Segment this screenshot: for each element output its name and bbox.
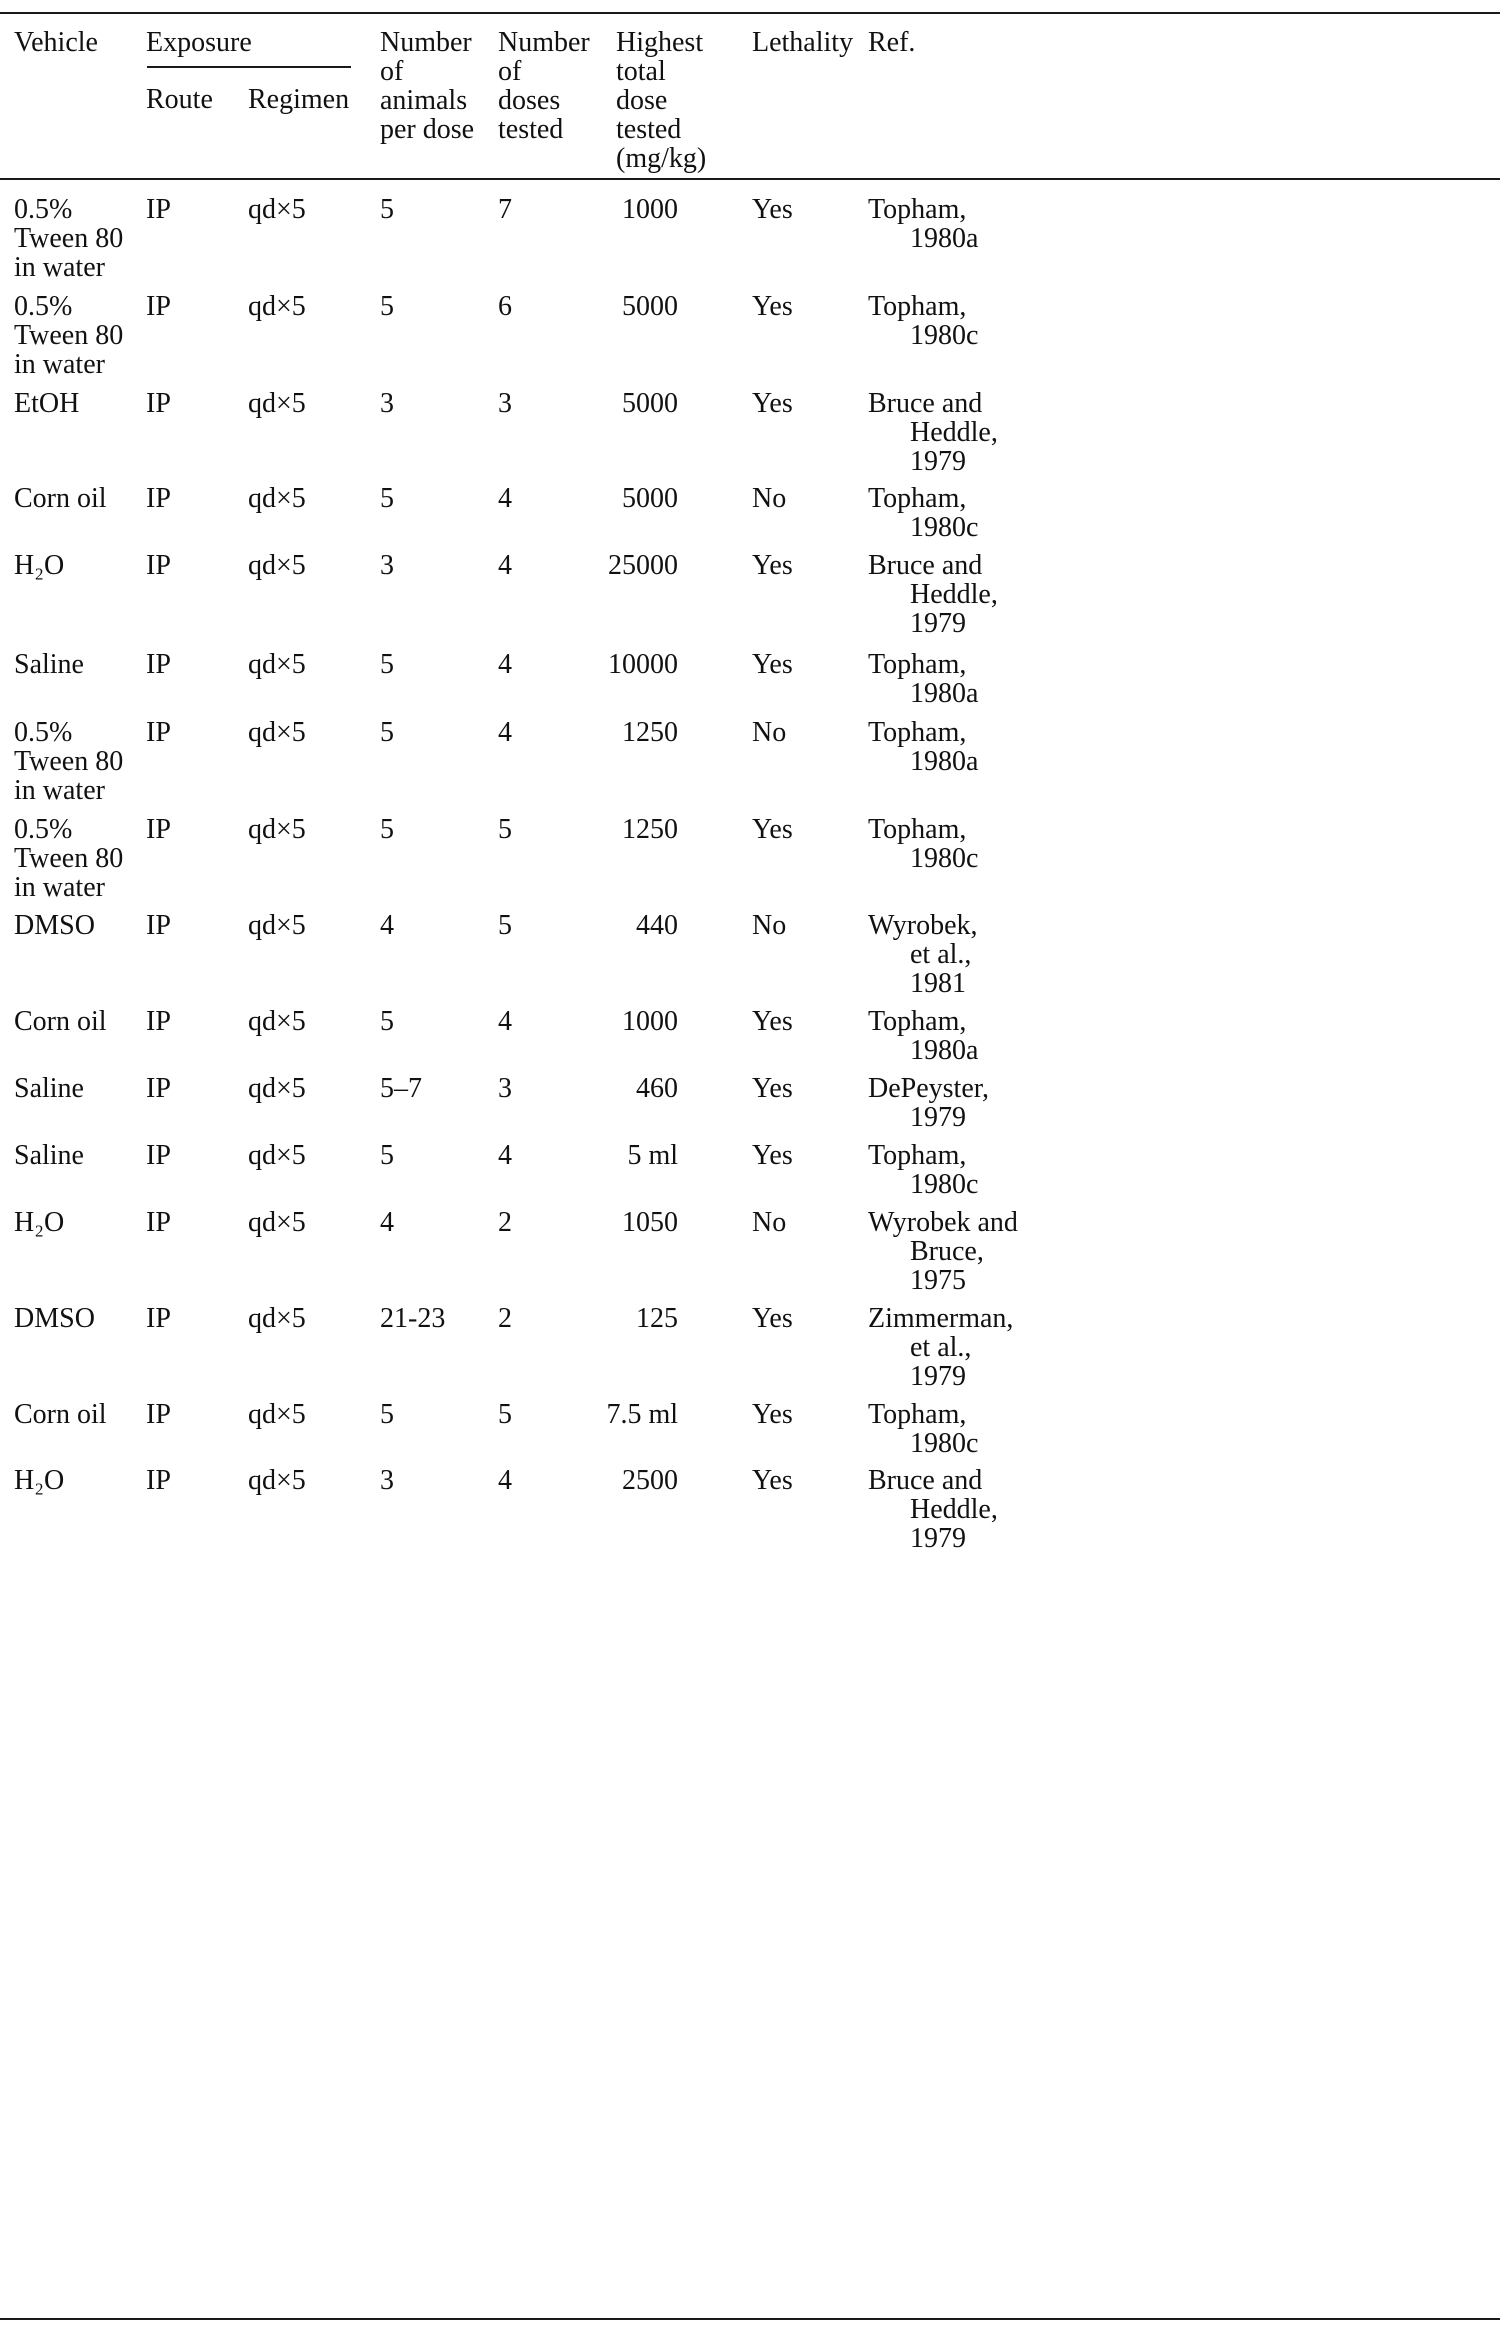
cell-ref: Bruce and Heddle, 1979 <box>868 1465 998 1554</box>
cell-regimen: qd×5 <box>248 717 306 748</box>
cell-regimen: qd×5 <box>248 550 306 581</box>
cell-regimen: qd×5 <box>248 194 306 225</box>
cell-doses: 5 <box>498 814 512 845</box>
cell-regimen: qd×5 <box>248 1006 306 1037</box>
cell-animals: 3 <box>380 550 394 581</box>
cell-lethality: Yes <box>752 1140 793 1171</box>
cell-highest-dose: 7.5 ml <box>606 1399 678 1430</box>
cell-ref: Topham, 1980a <box>868 717 979 777</box>
cell-vehicle: 0.5% Tween 80 in water <box>14 717 124 806</box>
cell-regimen: qd×5 <box>248 1399 306 1430</box>
header-route: Route <box>146 84 213 115</box>
cell-animals: 4 <box>380 1207 394 1238</box>
cell-ref: Topham, 1980c <box>868 483 979 543</box>
cell-doses: 4 <box>498 483 512 514</box>
cell-vehicle: 0.5% Tween 80 in water <box>14 814 124 903</box>
cell-route: IP <box>146 550 171 581</box>
cell-animals: 3 <box>380 388 394 419</box>
cell-route: IP <box>146 1140 171 1171</box>
cell-regimen: qd×5 <box>248 1207 306 1238</box>
cell-vehicle: 0.5% Tween 80 in water <box>14 291 124 380</box>
cell-animals: 4 <box>380 910 394 941</box>
cell-vehicle: Corn oil <box>14 1399 107 1430</box>
cell-lethality: Yes <box>752 1465 793 1496</box>
cell-vehicle: 0.5% Tween 80 in water <box>14 194 124 283</box>
cell-lethality: No <box>752 717 787 748</box>
cell-regimen: qd×5 <box>248 388 306 419</box>
cell-lethality: No <box>752 483 787 514</box>
cell-ref: DePeyster, 1979 <box>868 1073 989 1133</box>
cell-animals: 5 <box>380 717 394 748</box>
cell-vehicle: DMSO <box>14 910 95 941</box>
cell-ref: Zimmerman, et al., 1979 <box>868 1303 1014 1392</box>
cell-regimen: qd×5 <box>248 910 306 941</box>
cell-doses: 6 <box>498 291 512 322</box>
header-animals: Number of animals per dose <box>380 27 475 145</box>
cell-route: IP <box>146 1399 171 1430</box>
cell-ref: Topham, 1980a <box>868 194 979 254</box>
cell-lethality: Yes <box>752 291 793 322</box>
cell-animals: 5 <box>380 814 394 845</box>
cell-animals: 5 <box>380 1006 394 1037</box>
cell-ref: Bruce and Heddle, 1979 <box>868 388 998 477</box>
cell-animals: 5 <box>380 291 394 322</box>
cell-lethality: Yes <box>752 194 793 225</box>
cell-highest-dose: 5000 <box>622 483 678 514</box>
cell-regimen: qd×5 <box>248 1303 306 1334</box>
cell-route: IP <box>146 814 171 845</box>
cell-animals: 5 <box>380 1399 394 1430</box>
cell-route: IP <box>146 291 171 322</box>
cell-lethality: Yes <box>752 1303 793 1334</box>
cell-highest-dose: 125 <box>636 1303 678 1334</box>
cell-ref: Wyrobek and Bruce, 1975 <box>868 1207 1018 1296</box>
cell-doses: 5 <box>498 1399 512 1430</box>
bottom-rule <box>0 2318 1500 2320</box>
cell-lethality: Yes <box>752 814 793 845</box>
header-vehicle: Vehicle <box>14 27 98 58</box>
cell-lethality: Yes <box>752 1073 793 1104</box>
cell-vehicle: Saline <box>14 1073 84 1104</box>
cell-vehicle: Saline <box>14 1140 84 1171</box>
header-lethality: Lethality <box>752 27 854 58</box>
cell-lethality: Yes <box>752 1006 793 1037</box>
cell-doses: 4 <box>498 550 512 581</box>
cell-highest-dose: 10000 <box>608 649 678 680</box>
cell-doses: 5 <box>498 910 512 941</box>
cell-highest-dose: 460 <box>636 1073 678 1104</box>
cell-highest-dose: 1250 <box>622 717 678 748</box>
cell-vehicle: EtOH <box>14 388 80 419</box>
cell-vehicle: H₂O <box>14 1207 65 1238</box>
cell-animals: 5 <box>380 649 394 680</box>
cell-doses: 4 <box>498 1140 512 1171</box>
cell-lethality: No <box>752 1207 787 1238</box>
cell-route: IP <box>146 194 171 225</box>
cell-highest-dose: 440 <box>636 910 678 941</box>
cell-regimen: qd×5 <box>248 1465 306 1496</box>
cell-highest-dose: 25000 <box>608 550 678 581</box>
cell-route: IP <box>146 1303 171 1334</box>
cell-vehicle: Saline <box>14 649 84 680</box>
header-exposure: Exposure <box>146 27 252 58</box>
cell-animals: 5–7 <box>380 1073 422 1104</box>
cell-ref: Topham, 1980c <box>868 1399 979 1459</box>
cell-highest-dose: 1250 <box>622 814 678 845</box>
header-ref: Ref. <box>868 27 916 58</box>
cell-route: IP <box>146 717 171 748</box>
cell-highest-dose: 5 ml <box>627 1140 678 1171</box>
cell-doses: 3 <box>498 388 512 419</box>
cell-vehicle: Corn oil <box>14 1006 107 1037</box>
cell-doses: 7 <box>498 194 512 225</box>
cell-highest-dose: 2500 <box>622 1465 678 1496</box>
cell-doses: 2 <box>498 1207 512 1238</box>
cell-doses: 3 <box>498 1073 512 1104</box>
cell-highest-dose: 5000 <box>622 291 678 322</box>
cell-animals: 5 <box>380 194 394 225</box>
cell-lethality: Yes <box>752 649 793 680</box>
cell-lethality: Yes <box>752 550 793 581</box>
cell-regimen: qd×5 <box>248 483 306 514</box>
header-highest-dose: Highest total dose tested (mg/kg) <box>616 27 707 174</box>
cell-animals: 21-23 <box>380 1303 446 1334</box>
cell-regimen: qd×5 <box>248 814 306 845</box>
cell-highest-dose: 1000 <box>622 194 678 225</box>
cell-vehicle: Corn oil <box>14 483 107 514</box>
cell-ref: Topham, 1980c <box>868 1140 979 1200</box>
cell-ref: Topham, 1980c <box>868 291 979 351</box>
cell-ref: Bruce and Heddle, 1979 <box>868 550 998 639</box>
cell-doses: 4 <box>498 717 512 748</box>
cell-vehicle: H₂O <box>14 1465 65 1496</box>
cell-highest-dose: 1000 <box>622 1006 678 1037</box>
cell-lethality: Yes <box>752 1399 793 1430</box>
cell-doses: 4 <box>498 1465 512 1496</box>
exposure-subrule <box>147 66 351 68</box>
cell-highest-dose: 1050 <box>622 1207 678 1238</box>
cell-ref: Topham, 1980c <box>868 814 979 874</box>
top-rule <box>0 12 1500 14</box>
cell-vehicle: H₂O <box>14 550 65 581</box>
cell-doses: 4 <box>498 1006 512 1037</box>
cell-route: IP <box>146 1006 171 1037</box>
cell-regimen: qd×5 <box>248 1140 306 1171</box>
cell-doses: 4 <box>498 649 512 680</box>
cell-regimen: qd×5 <box>248 291 306 322</box>
cell-route: IP <box>146 1207 171 1238</box>
cell-route: IP <box>146 1073 171 1104</box>
cell-route: IP <box>146 483 171 514</box>
cell-regimen: qd×5 <box>248 1073 306 1104</box>
cell-route: IP <box>146 1465 171 1496</box>
cell-animals: 3 <box>380 1465 394 1496</box>
cell-animals: 5 <box>380 1140 394 1171</box>
cell-vehicle: DMSO <box>14 1303 95 1334</box>
cell-route: IP <box>146 388 171 419</box>
cell-animals: 5 <box>380 483 394 514</box>
cell-ref: Topham, 1980a <box>868 1006 979 1066</box>
header-rule <box>0 178 1500 180</box>
cell-doses: 2 <box>498 1303 512 1334</box>
cell-lethality: No <box>752 910 787 941</box>
cell-route: IP <box>146 649 171 680</box>
cell-regimen: qd×5 <box>248 649 306 680</box>
cell-ref: Topham, 1980a <box>868 649 979 709</box>
cell-lethality: Yes <box>752 388 793 419</box>
header-regimen: Regimen <box>248 84 350 115</box>
cell-highest-dose: 5000 <box>622 388 678 419</box>
header-doses: Number of doses tested <box>498 27 590 145</box>
cell-ref: Wyrobek, et al., 1981 <box>868 910 978 999</box>
cell-route: IP <box>146 910 171 941</box>
